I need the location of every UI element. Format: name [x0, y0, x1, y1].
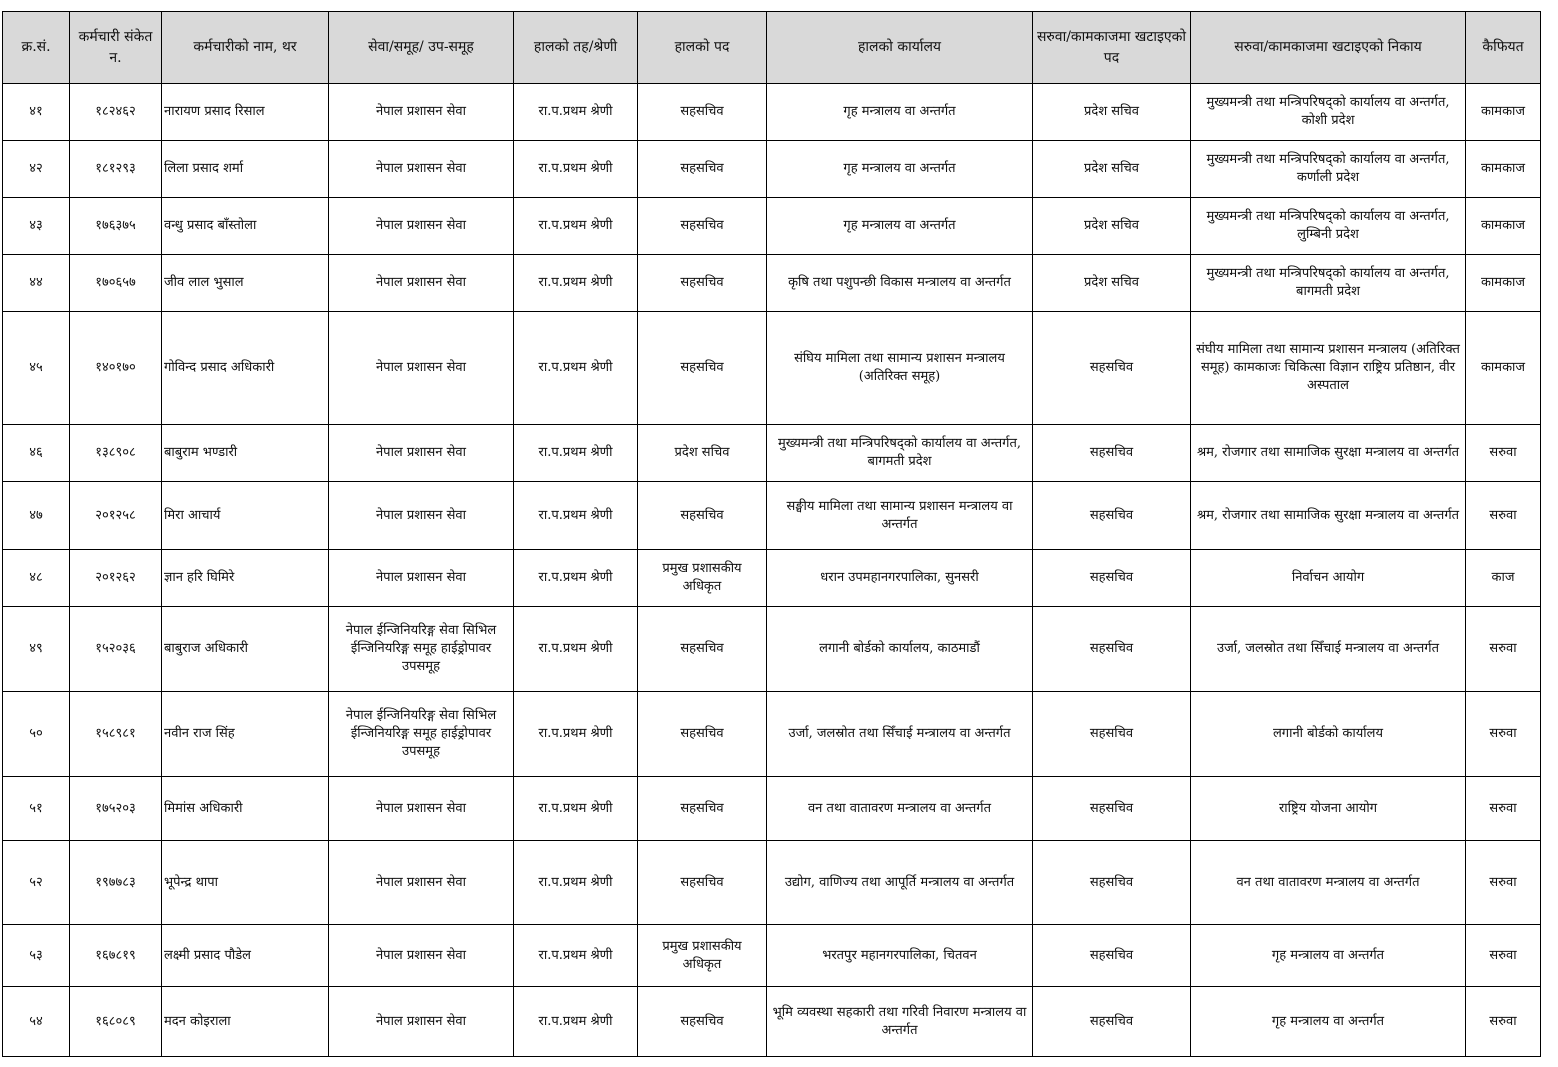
cell-current-level: रा.प.प्रथम श्रेणी: [514, 198, 638, 255]
cell-employee-name: मिमांस अधिकारी: [162, 777, 329, 841]
cell-service-group: नेपाल प्रशासन सेवा: [329, 925, 514, 987]
cell-assigned-office: मुख्यमन्त्री तथा मन्त्रिपरिषद्को कार्यालय वा अन्तर्गत, लुम्बिनी प्रदेश: [1191, 198, 1466, 255]
cell-current-office: मुख्यमन्त्री तथा मन्त्रिपरिषद्को कार्यालय वा अन्तर्गत, बागमती प्रदेश: [767, 425, 1033, 482]
cell-service-group: नेपाल प्रशासन सेवा: [329, 841, 514, 925]
cell-sn: ४६: [3, 425, 70, 482]
cell-service-group: नेपाल प्रशासन सेवा: [329, 141, 514, 198]
table-row: [3, 841, 1541, 925]
cell-service-group: नेपाल प्रशासन सेवा: [329, 482, 514, 550]
table-row: [3, 141, 1541, 198]
cell-remarks: कामकाज: [1466, 84, 1541, 141]
cell-employee-name: मिरा आचार्य: [162, 482, 329, 550]
cell-assigned-office: उर्जा, जलस्रोत तथा सिँचाई मन्त्रालय वा अन्तर्गत: [1191, 607, 1466, 692]
header-remarks: कैफियत: [1466, 12, 1541, 84]
cell-current-post: सहसचिव: [638, 841, 767, 925]
cell-current-level: रा.प.प्रथम श्रेणी: [514, 482, 638, 550]
cell-current-office: गृह मन्त्रालय वा अन्तर्गत: [767, 84, 1033, 141]
cell-assigned-post: सहसचिव: [1033, 692, 1191, 777]
cell-employee-name: नारायण प्रसाद रिसाल: [162, 84, 329, 141]
cell-sn: ४१: [3, 84, 70, 141]
cell-service-group: नेपाल प्रशासन सेवा: [329, 312, 514, 425]
cell-current-post: प्रदेश सचिव: [638, 425, 767, 482]
cell-assigned-post: सहसचिव: [1033, 425, 1191, 482]
header-row: [3, 12, 1541, 84]
cell-assigned-post: सहसचिव: [1033, 987, 1191, 1057]
cell-employee-name: बाबुराज अधिकारी: [162, 607, 329, 692]
cell-sn: ५४: [3, 987, 70, 1057]
cell-employee-name: मदन कोइराला: [162, 987, 329, 1057]
cell-service-group: नेपाल प्रशासन सेवा: [329, 84, 514, 141]
table-row: [3, 987, 1541, 1057]
cell-assigned-office: मुख्यमन्त्री तथा मन्त्रिपरिषद्को कार्यालय वा अन्तर्गत, बागमती प्रदेश: [1191, 255, 1466, 312]
cell-current-office: सङ्घीय मामिला तथा सामान्य प्रशासन मन्त्रालय वा अन्तर्गत: [767, 482, 1033, 550]
cell-employee-name: जीव लाल भुसाल: [162, 255, 329, 312]
cell-assigned-post: प्रदेश सचिव: [1033, 255, 1191, 312]
cell-current-level: रा.प.प्रथम श्रेणी: [514, 841, 638, 925]
cell-employee-code: १९७७८३: [70, 841, 162, 925]
header-sn: क्र.सं.: [3, 12, 70, 84]
cell-assigned-post: सहसचिव: [1033, 607, 1191, 692]
cell-sn: ४५: [3, 312, 70, 425]
cell-assigned-post: प्रदेश सचिव: [1033, 141, 1191, 198]
cell-current-post: सहसचिव: [638, 84, 767, 141]
header-employee-name: कर्मचारीको नाम, थर: [162, 12, 329, 84]
table-header: [3, 12, 1541, 84]
cell-current-post: सहसचिव: [638, 777, 767, 841]
cell-assigned-office: राष्ट्रिय योजना आयोग: [1191, 777, 1466, 841]
cell-assigned-office: लगानी बोर्डको कार्यालय: [1191, 692, 1466, 777]
cell-employee-code: १४०१७०: [70, 312, 162, 425]
cell-assigned-post: प्रदेश सचिव: [1033, 198, 1191, 255]
cell-service-group: नेपाल प्रशासन सेवा: [329, 550, 514, 607]
cell-current-office: भरतपुर महानगरपालिका, चितवन: [767, 925, 1033, 987]
cell-employee-code: १६८०८९: [70, 987, 162, 1057]
transfer-table: [2, 11, 1541, 1057]
cell-current-post: प्रमुख प्रशासकीय अधिकृत: [638, 925, 767, 987]
cell-assigned-office: वन तथा वातावरण मन्त्रालय वा अन्तर्गत: [1191, 841, 1466, 925]
cell-assigned-office: मुख्यमन्त्री तथा मन्त्रिपरिषद्को कार्यालय वा अन्तर्गत, कर्णाली प्रदेश: [1191, 141, 1466, 198]
cell-employee-name: गोविन्द प्रसाद अधिकारी: [162, 312, 329, 425]
cell-employee-code: १७६३७५: [70, 198, 162, 255]
cell-employee-code: २०१२६२: [70, 550, 162, 607]
cell-employee-name: ज्ञान हरि घिमिरे: [162, 550, 329, 607]
cell-employee-code: १३८९०८: [70, 425, 162, 482]
cell-current-office: कृषि तथा पशुपन्छी विकास मन्त्रालय वा अन्तर्गत: [767, 255, 1033, 312]
cell-employee-name: बाबुराम भण्डारी: [162, 425, 329, 482]
cell-employee-code: १८१२९३: [70, 141, 162, 198]
cell-current-office: उद्योग, वाणिज्य तथा आपूर्ति मन्त्रालय वा अन्तर्गत: [767, 841, 1033, 925]
cell-remarks: सरुवा: [1466, 425, 1541, 482]
cell-current-level: रा.प.प्रथम श्रेणी: [514, 987, 638, 1057]
cell-current-office: भूमि व्यवस्था सहकारी तथा गरिवी निवारण मन्त्रालय वा अन्तर्गत: [767, 987, 1033, 1057]
cell-assigned-post: सहसचिव: [1033, 777, 1191, 841]
cell-current-office: वन तथा वातावरण मन्त्रालय वा अन्तर्गत: [767, 777, 1033, 841]
cell-service-group: नेपाल प्रशासन सेवा: [329, 425, 514, 482]
cell-sn: ४८: [3, 550, 70, 607]
cell-remarks: सरुवा: [1466, 987, 1541, 1057]
cell-current-post: सहसचिव: [638, 987, 767, 1057]
cell-current-level: रा.प.प्रथम श्रेणी: [514, 692, 638, 777]
cell-current-level: रा.प.प्रथम श्रेणी: [514, 255, 638, 312]
cell-employee-code: १७०६५७: [70, 255, 162, 312]
header-current-post: हालको पद: [638, 12, 767, 84]
cell-current-post: सहसचिव: [638, 141, 767, 198]
cell-assigned-post: सहसचिव: [1033, 841, 1191, 925]
table-row: [3, 425, 1541, 482]
cell-remarks: कामकाज: [1466, 312, 1541, 425]
cell-current-office: लगानी बोर्डको कार्यालय, काठमाडौं: [767, 607, 1033, 692]
cell-remarks: सरुवा: [1466, 925, 1541, 987]
cell-employee-name: लक्ष्मी प्रसाद पौडेल: [162, 925, 329, 987]
cell-employee-code: १६७८१९: [70, 925, 162, 987]
cell-assigned-post: सहसचिव: [1033, 925, 1191, 987]
header-current-office: हालको कार्यालय: [767, 12, 1033, 84]
cell-current-office: गृह मन्त्रालय वा अन्तर्गत: [767, 141, 1033, 198]
cell-remarks: सरुवा: [1466, 777, 1541, 841]
table-row: [3, 777, 1541, 841]
cell-assigned-office: गृह मन्त्रालय वा अन्तर्गत: [1191, 925, 1466, 987]
cell-current-post: प्रमुख प्रशासकीय अधिकृत: [638, 550, 767, 607]
cell-employee-code: १५२०३६: [70, 607, 162, 692]
cell-assigned-post: सहसचिव: [1033, 482, 1191, 550]
cell-employee-name: वन्धु प्रसाद बाँस्तोला: [162, 198, 329, 255]
cell-current-office: गृह मन्त्रालय वा अन्तर्गत: [767, 198, 1033, 255]
table-row: [3, 84, 1541, 141]
cell-current-level: रा.प.प्रथम श्रेणी: [514, 925, 638, 987]
cell-assigned-office: मुख्यमन्त्री तथा मन्त्रिपरिषद्को कार्यालय वा अन्तर्गत, कोशी प्रदेश: [1191, 84, 1466, 141]
cell-employee-code: १८२४६२: [70, 84, 162, 141]
cell-current-level: रा.प.प्रथम श्रेणी: [514, 84, 638, 141]
cell-current-post: सहसचिव: [638, 312, 767, 425]
cell-employee-code: १७५२०३: [70, 777, 162, 841]
cell-remarks: सरुवा: [1466, 482, 1541, 550]
cell-current-post: सहसचिव: [638, 692, 767, 777]
cell-employee-name: नवीन राज सिंह: [162, 692, 329, 777]
cell-remarks: कामकाज: [1466, 198, 1541, 255]
header-assigned-post: सरुवा/कामकाजमा खटाइएको पद: [1033, 12, 1191, 84]
cell-sn: ५०: [3, 692, 70, 777]
cell-current-level: रा.प.प्रथम श्रेणी: [514, 312, 638, 425]
cell-current-post: सहसचिव: [638, 255, 767, 312]
cell-remarks: सरुवा: [1466, 692, 1541, 777]
cell-current-level: रा.प.प्रथम श्रेणी: [514, 607, 638, 692]
cell-remarks: काज: [1466, 550, 1541, 607]
cell-assigned-office: श्रम, रोजगार तथा सामाजिक सुरक्षा मन्त्रालय वा अन्तर्गत: [1191, 425, 1466, 482]
table-row: [3, 198, 1541, 255]
cell-sn: ५३: [3, 925, 70, 987]
cell-sn: ४७: [3, 482, 70, 550]
cell-sn: ५२: [3, 841, 70, 925]
table-row: [3, 925, 1541, 987]
cell-current-post: सहसचिव: [638, 482, 767, 550]
cell-service-group: नेपाल प्रशासन सेवा: [329, 987, 514, 1057]
cell-service-group: नेपाल ईन्जिनियरिङ्ग सेवा सिभिल ईन्जिनियरिङ्ग समूह हाईड्रोपावर उपसमूह: [329, 692, 514, 777]
cell-current-post: सहसचिव: [638, 607, 767, 692]
cell-sn: ४९: [3, 607, 70, 692]
header-current-level: हालको तह/श्रेणी: [514, 12, 638, 84]
table-row: [3, 482, 1541, 550]
cell-employee-code: २०१२५८: [70, 482, 162, 550]
cell-current-office: धरान उपमहानगरपालिका, सुनसरी: [767, 550, 1033, 607]
header-service-group: सेवा/समूह/ उप-समूह: [329, 12, 514, 84]
table-row: [3, 550, 1541, 607]
table-body: [3, 84, 1541, 1057]
cell-sn: ४३: [3, 198, 70, 255]
cell-service-group: नेपाल प्रशासन सेवा: [329, 198, 514, 255]
cell-assigned-post: सहसचिव: [1033, 550, 1191, 607]
cell-sn: ४४: [3, 255, 70, 312]
cell-assigned-office: निर्वाचन आयोग: [1191, 550, 1466, 607]
cell-assigned-post: प्रदेश सचिव: [1033, 84, 1191, 141]
cell-sn: ४२: [3, 141, 70, 198]
table-row: [3, 607, 1541, 692]
cell-service-group: नेपाल ईन्जिनियरिङ्ग सेवा सिभिल ईन्जिनियरिङ्ग समूह हाईड्रोपावर उपसमूह: [329, 607, 514, 692]
cell-assigned-office: गृह मन्त्रालय वा अन्तर्गत: [1191, 987, 1466, 1057]
cell-current-level: रा.प.प्रथम श्रेणी: [514, 777, 638, 841]
table-row: [3, 312, 1541, 425]
table-row: [3, 692, 1541, 777]
cell-remarks: सरुवा: [1466, 607, 1541, 692]
cell-assigned-office: श्रम, रोजगार तथा सामाजिक सुरक्षा मन्त्रालय वा अन्तर्गत: [1191, 482, 1466, 550]
cell-service-group: नेपाल प्रशासन सेवा: [329, 777, 514, 841]
cell-service-group: नेपाल प्रशासन सेवा: [329, 255, 514, 312]
cell-employee-name: भूपेन्द्र थापा: [162, 841, 329, 925]
cell-current-level: रा.प.प्रथम श्रेणी: [514, 425, 638, 482]
cell-current-level: रा.प.प्रथम श्रेणी: [514, 550, 638, 607]
cell-current-level: रा.प.प्रथम श्रेणी: [514, 141, 638, 198]
cell-current-office: संघिय मामिला तथा सामान्य प्रशासन मन्त्रालय (अतिरिक्त समूह): [767, 312, 1033, 425]
cell-sn: ५१: [3, 777, 70, 841]
cell-remarks: कामकाज: [1466, 141, 1541, 198]
cell-assigned-post: सहसचिव: [1033, 312, 1191, 425]
header-assigned-office: सरुवा/कामकाजमा खटाइएको निकाय: [1191, 12, 1466, 84]
cell-employee-code: १५८९८१: [70, 692, 162, 777]
cell-assigned-office: संघीय मामिला तथा सामान्य प्रशासन मन्त्रालय (अतिरिक्त समूह) कामकाजः चिकित्सा विज्ञान राष्ट्रिय प्रतिष्ठान, वीर अस्पताल: [1191, 312, 1466, 425]
header-employee-code: कर्मचारी संकेत न.: [70, 12, 162, 84]
table-row: [3, 255, 1541, 312]
cell-remarks: सरुवा: [1466, 841, 1541, 925]
cell-current-post: सहसचिव: [638, 198, 767, 255]
cell-employee-name: लिला प्रसाद शर्मा: [162, 141, 329, 198]
cell-remarks: कामकाज: [1466, 255, 1541, 312]
cell-current-office: उर्जा, जलस्रोत तथा सिँचाई मन्त्रालय वा अन्तर्गत: [767, 692, 1033, 777]
